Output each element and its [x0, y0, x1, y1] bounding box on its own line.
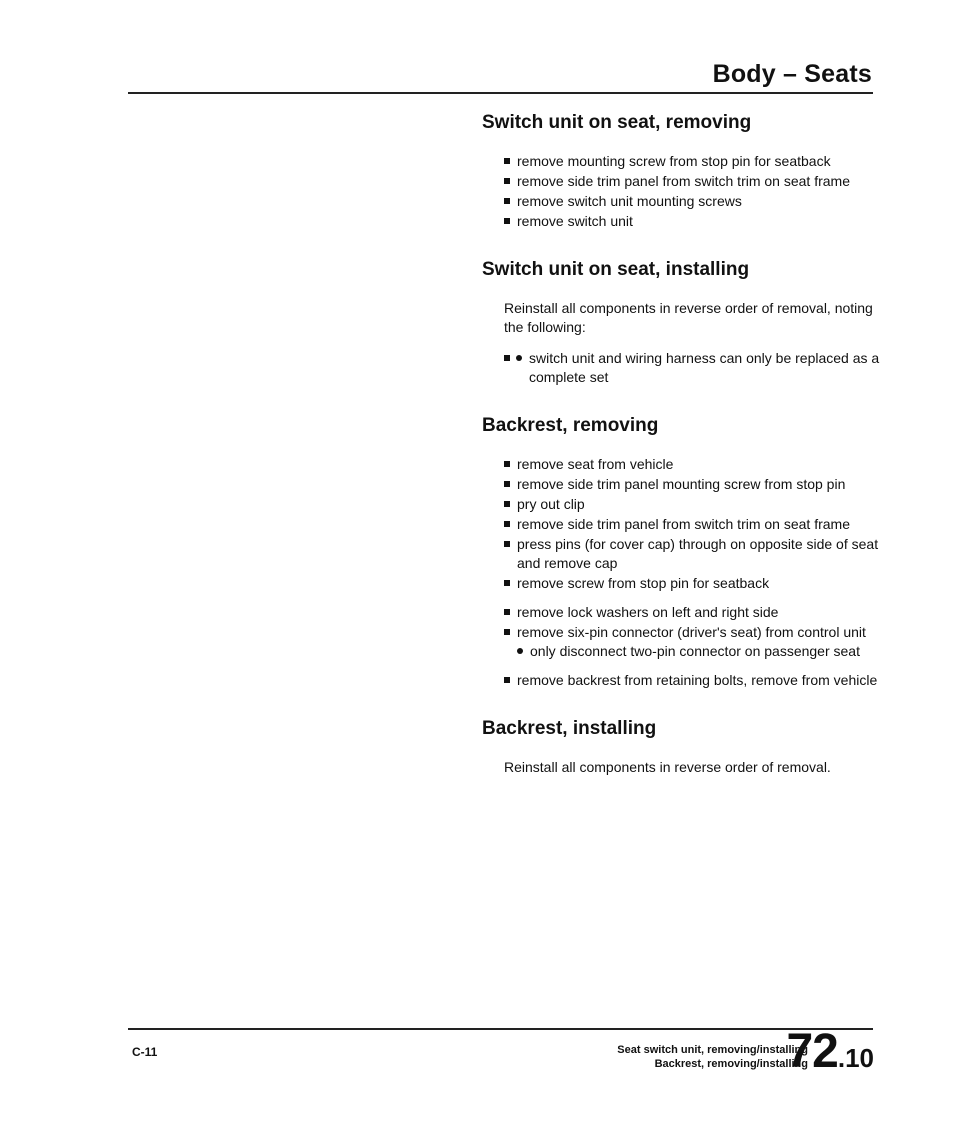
section-heading: Backrest, installing — [482, 718, 657, 739]
list-item: remove side trim panel from switch trim on seat frame — [504, 172, 882, 191]
section-heading: Backrest, removing — [482, 415, 659, 436]
list-item: remove screw from stop pin for seatback — [504, 574, 882, 593]
list-item: remove backrest from retaining bolts, remove from vehicle — [504, 671, 882, 690]
list-item: only disconnect two-pin connector on passenger seat — [517, 642, 882, 661]
section-number-minor: .10 — [837, 1043, 874, 1073]
step-list — [504, 603, 882, 661]
page-header-title: Body – Seats — [712, 60, 872, 88]
list-item: remove seat from vehicle — [504, 455, 882, 474]
list-item: remove switch unit mounting screws — [504, 192, 882, 211]
note-wrapper — [504, 349, 882, 387]
sub-list — [517, 642, 882, 661]
step-list — [504, 455, 882, 593]
content — [482, 112, 882, 805]
section-backrest-removing — [482, 415, 882, 690]
section-switch-unit-removing — [482, 112, 882, 231]
list-item: remove side trim panel from switch trim on seat frame — [504, 515, 882, 534]
section-number-major: 72 — [786, 1025, 838, 1078]
page-code: C-11 — [132, 1045, 158, 1059]
step-list — [504, 671, 882, 690]
list-item: remove side trim panel mounting screw from stop pin — [504, 475, 882, 494]
list-item: pry out clip — [504, 495, 882, 514]
note-dot-list — [516, 349, 882, 387]
body-text: Reinstall all components in reverse order of removal, noting the following: — [504, 300, 873, 335]
list-item: remove lock washers on left and right side — [504, 603, 882, 622]
section-backrest-installing — [482, 718, 882, 777]
list-item: remove switch unit — [504, 212, 882, 231]
list-item: press pins (for cover cap) through on opposite side of seat and remove cap — [504, 535, 882, 573]
list-item: switch unit and wiring harness can only be replaced as a complete set — [516, 349, 882, 387]
footer-topic-line: Seat switch unit, removing/installing — [617, 1044, 808, 1056]
list-item — [504, 623, 882, 661]
step-list — [504, 152, 882, 231]
section-number — [786, 1024, 874, 1079]
section-switch-unit-installing — [482, 259, 882, 387]
footer-rule — [128, 1028, 873, 1030]
section-heading: Switch unit on seat, removing — [482, 112, 752, 133]
section-heading: Switch unit on seat, installing — [482, 259, 750, 280]
list-item: remove mounting screw from stop pin for seatback — [504, 152, 882, 171]
list-item-text: remove six-pin connector (driver's seat) from control unit — [517, 624, 866, 640]
header-rule — [128, 92, 873, 94]
footer-topic-line: Backrest, removing/installing — [654, 1058, 808, 1070]
body-text: Reinstall all components in reverse order of removal. — [504, 759, 831, 775]
note-list — [504, 349, 882, 387]
footer-topics — [617, 1043, 808, 1071]
